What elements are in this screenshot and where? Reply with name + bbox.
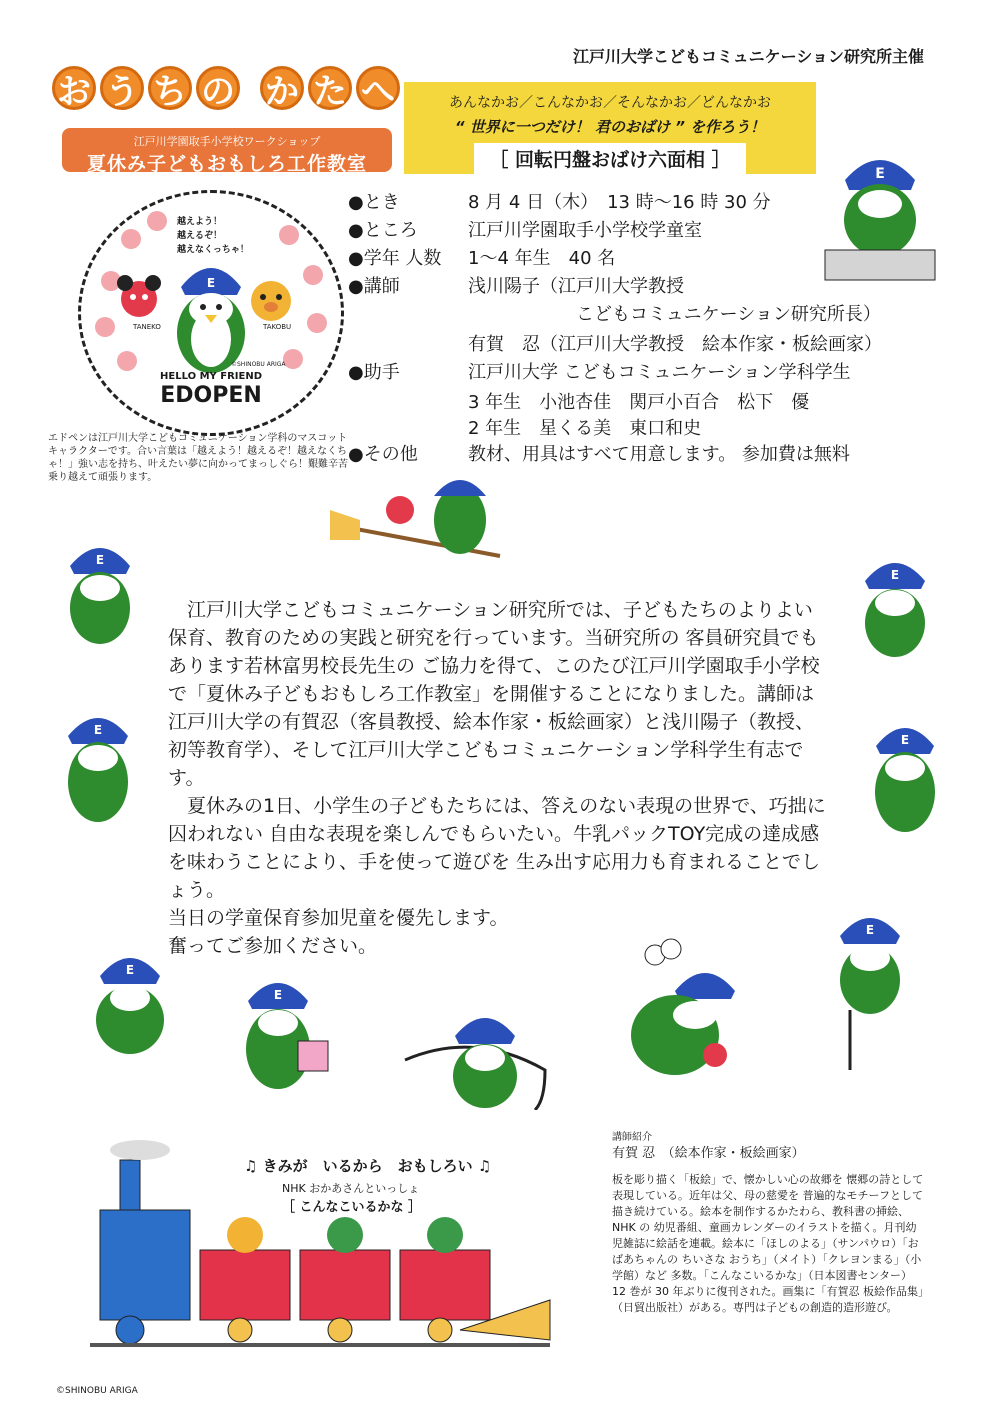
svg-text:E: E	[865, 923, 875, 937]
takobu-icon	[241, 275, 301, 325]
svg-text:E: E	[95, 553, 105, 567]
copyright: ©SHINOBU ARIGA	[56, 1386, 138, 1396]
song-program: NHK おかあさんといっしょ	[282, 1182, 420, 1195]
train-illustration-icon	[90, 1140, 590, 1380]
svg-text:E: E	[125, 963, 135, 977]
badge-copyright: ©SHINOBU ARIGA	[231, 361, 286, 368]
penguin-icon	[50, 530, 150, 650]
info-value: 浅川陽子（江戸川大学教授	[468, 276, 684, 297]
svg-text:E: E	[900, 733, 910, 747]
info-label: ●講師	[348, 276, 400, 297]
theme-line2: “ 世界に一つだけ！ 君のおばけ ” を作ろう！	[454, 118, 766, 136]
svg-text:E: E	[890, 568, 900, 582]
lecturer-bio: 板を彫り描く「板絵」で、懐かしい心の故郷を 懐郷の詩として表現している。近年は父、母の慈愛を 普遍的なモチーフとして 描き続けている。絵本を制作するかたわら、教科書の挿絵、NHK の 幼児番組、童画カレンダーのイラストを描く。月刊幼児雑誌に絵話を連載。絵本に「ほしのよる」（サンパウロ）「おばあちゃんの ちいさな おうち」（メイト）「クレヨンまる」（小学館）など 多数。「こんなこいるかな」（日本図書センター） 12 巻が 30 年ぶりに復刊された。画集に「有賀忍 板絵作品集」（日貿出版社）がある。専門は子どもの創造的造形遊び。	[612, 1173, 924, 1314]
badge-hello: HELLO MY FRIEND	[160, 371, 262, 382]
penguin-pogo-icon	[820, 900, 920, 1080]
theme-line1: あんなかお／こんなかお／そんなかお／どんなかお	[449, 95, 771, 111]
svg-text:E: E	[93, 723, 103, 737]
song-title: ［ こんなこいるかな ］	[282, 1200, 422, 1215]
main-title	[52, 66, 400, 110]
workshop-banner	[62, 128, 392, 175]
info-label: ●とき	[348, 192, 400, 213]
penguin-broom-icon	[330, 470, 510, 570]
taneko-label: TANEKO	[133, 323, 161, 331]
body-text	[168, 596, 828, 960]
workshop-title: 夏休み子どもおもしろ工作教室	[86, 153, 367, 175]
title-char: お	[52, 66, 96, 110]
info-value: 教材、用具はすべて用意します。 参加費は無料	[468, 444, 850, 465]
title-char: の	[196, 66, 240, 110]
workshop-subtitle: 江戸川学園取手小学校ワークショップ	[133, 135, 321, 148]
title-char: ち	[148, 66, 192, 110]
info-value: 1〜4 年生 40 名	[468, 248, 616, 269]
penguin-walking-icon	[48, 700, 148, 830]
svg-text:E: E	[273, 988, 283, 1002]
taneko-icon	[109, 273, 169, 323]
penguin-flowers-icon	[615, 935, 745, 1085]
svg-text:E: E	[206, 276, 216, 290]
title-char: へ	[356, 66, 400, 110]
theme-title: ［ 回転円盤おばけ六面相 ］	[474, 143, 746, 174]
info-label: ●助手	[348, 362, 400, 383]
body-paragraph: 江戸川大学こどもコミュニケーション研究所では、子どもたちのよりよい保育、教育のための実践と研究を行っています。当研究所の 客員研究員でもあります若林富男校長先生の ご協力を得て、このたび江戸川学園取手小学校で「夏休み子どもおもしろ工作教室」を開催することになりました。講師は江戸川大学の有賀忍（客員教授、絵本作家・板絵画家）と浅川陽子（教授、初等教育学）、そして江戸川大学こどもコミュニケーション学科学生有志です。	[168, 599, 820, 789]
theme-box	[404, 82, 816, 174]
body-paragraph: 当日の学童保育参加児童を優先します。	[168, 907, 509, 929]
body-paragraph: 奮ってご参加ください。	[168, 935, 378, 957]
svg-text:E: E	[875, 166, 885, 182]
body-paragraph: 夏休みの1日、小学生の子どもたちには、答えのない表現の世界で、巧拙に囚われない 自由な表現を楽しんでもらいたい。牛乳パックTOY完成の達成感を味わうことにより、手を使って遊びを 生み出す応用力も育まれることでしょう。	[168, 795, 826, 901]
info-label: ●ところ	[348, 220, 418, 241]
song-lyric: ♫ きみが いるから おもしろい ♫	[244, 1157, 492, 1175]
mascot-caption: エドペンは江戸川大学こどもコミュニケーション学科のマスコットキャラクターです。合い言葉は「越えよう！越えるぞ！越えなくちゃ！」強い志を持ち、叶えたい夢に向かってまっしぐら！艱難辛苦乗り越えて頑張ります。	[48, 433, 348, 483]
info-value: 2 年生 星くる美 東口和史	[468, 418, 702, 439]
title-char: か	[260, 66, 304, 110]
info-value: 8 月 4 日（木） 13 時〜16 時 30 分	[468, 192, 771, 213]
edopen-penguin-icon	[171, 253, 251, 373]
penguin-running-icon	[70, 940, 190, 1060]
penguin-jumping-icon	[845, 545, 945, 665]
organizer-text: 江戸川大学こどもコミュニケーション研究所主催	[572, 47, 924, 66]
info-value: 江戸川大学 こどもコミュニケーション学科学生	[468, 362, 851, 383]
info-label: ●その他	[348, 444, 418, 465]
lecturer-heading: 講師紹介	[612, 1132, 652, 1143]
info-value: こどもコミュニケーション研究所長）	[468, 304, 881, 325]
penguin-icon	[860, 710, 950, 840]
info-value: 3 年生 小池杏佳 関戸小百合 松下 優	[468, 392, 810, 413]
penguin-reading-icon	[815, 140, 945, 290]
title-char: た	[308, 66, 352, 110]
badge-name: EDOPEN	[160, 383, 262, 408]
edopen-badge	[78, 190, 344, 436]
info-value: 江戸川学園取手小学校学童室	[468, 220, 702, 241]
info-value: 有賀 忍（江戸川大学教授 絵本作家・板絵画家）	[468, 334, 882, 355]
takobu-label: TAKOBU	[263, 323, 292, 331]
title-char: う	[100, 66, 144, 110]
badge-slogan: 越えよう！ 越えるぞ！ 越えなくっちゃ！	[177, 217, 249, 255]
lecturer-name: 有賀 忍 （絵本作家・板絵画家）	[612, 1146, 805, 1161]
info-label: ●学年 人数	[348, 248, 442, 269]
penguin-jumprope-icon	[395, 1000, 565, 1110]
penguin-book-icon	[228, 965, 338, 1095]
